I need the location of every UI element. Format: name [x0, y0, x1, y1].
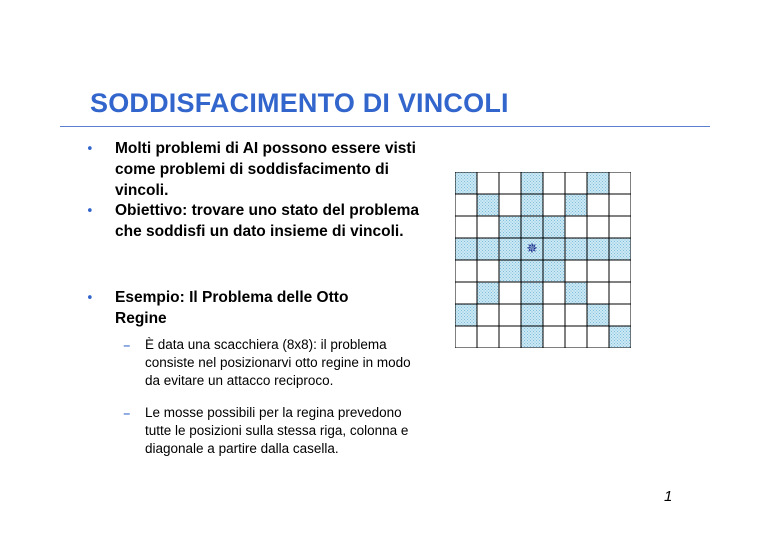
board-cell — [477, 216, 499, 238]
board-cell — [587, 194, 609, 216]
board-cell — [565, 216, 587, 238]
sub-bullet-2: Le mosse possibili per la regina prevedono tutte le posizioni sulla stessa riga, colonna e diagonale a partire dalla casella. — [145, 405, 409, 456]
board-cell-attacked — [543, 238, 565, 260]
board-cell-attacked — [521, 326, 543, 348]
board-cell-attacked — [477, 194, 499, 216]
board-cell — [543, 326, 565, 348]
board-cell-attacked — [565, 194, 587, 216]
board-cell — [565, 304, 587, 326]
board-cell-attacked — [521, 172, 543, 194]
board-cell — [455, 194, 477, 216]
board-cell-attacked — [521, 282, 543, 304]
bullet-1: Molti problemi di AI possono essere visti come problemi di soddisfacimento di vincoli. — [115, 140, 416, 199]
board-cell — [609, 282, 631, 304]
board-cell-attacked — [543, 260, 565, 282]
board-cell — [477, 304, 499, 326]
board-cell-attacked — [521, 304, 543, 326]
board-cell-attacked — [499, 238, 521, 260]
board-cell — [477, 260, 499, 282]
board-cell — [587, 260, 609, 282]
board-cell-attacked — [565, 238, 587, 260]
board-cell — [477, 172, 499, 194]
bullet-marker: • — [86, 142, 94, 157]
board-cell — [543, 282, 565, 304]
page-number: 1 — [664, 488, 673, 505]
sub-bullet-marker: – — [123, 336, 131, 354]
bullet-marker: • — [86, 291, 94, 306]
board-cell-attacked — [521, 216, 543, 238]
sub-bullet-1: È data una scacchiera (8x8): il problema consiste nel posizionarvi otto regine in modo da evitare un attacco reciproco. — [145, 337, 411, 388]
board-cell-attacked — [455, 304, 477, 326]
board-cell — [565, 172, 587, 194]
board-cell-attacked — [521, 194, 543, 216]
board-cell-attacked — [455, 172, 477, 194]
board-cell-attacked — [565, 282, 587, 304]
board-cell — [543, 194, 565, 216]
queen-icon: ✵ — [526, 241, 538, 257]
bullet-3: Esempio: Il Problema delle Otto Regine — [115, 289, 349, 327]
board-cell — [455, 282, 477, 304]
board-cell — [565, 260, 587, 282]
slide-title: SODDISFACIMENTO DI VINCOLI — [90, 88, 509, 118]
board-cell — [455, 216, 477, 238]
board-cell — [477, 326, 499, 348]
bullet-marker: • — [86, 204, 94, 219]
board-cell — [609, 260, 631, 282]
board-cell — [499, 326, 521, 348]
title-divider — [60, 126, 710, 127]
board-cell — [499, 172, 521, 194]
board-cell-attacked — [521, 260, 543, 282]
board-cell-attacked — [609, 238, 631, 260]
board-cell — [543, 172, 565, 194]
board-cell — [455, 326, 477, 348]
chessboard — [455, 172, 631, 348]
board-cell — [587, 326, 609, 348]
board-cell-attacked — [499, 216, 521, 238]
board-cell — [587, 216, 609, 238]
board-cell — [499, 282, 521, 304]
bullet-2: Obiettivo: trovare uno stato del problema che soddisfi un dato insieme di vincoli. — [115, 202, 420, 240]
sub-bullet-marker: – — [123, 404, 131, 422]
board-cell — [543, 304, 565, 326]
board-cell — [499, 304, 521, 326]
board-cell-attacked — [609, 326, 631, 348]
board-cell — [609, 194, 631, 216]
board-cell — [455, 260, 477, 282]
board-cell — [609, 304, 631, 326]
board-cell — [609, 216, 631, 238]
board-cell-attacked — [587, 172, 609, 194]
board-cell — [609, 172, 631, 194]
board-cell-attacked — [477, 282, 499, 304]
board-cell — [499, 194, 521, 216]
board-cell-attacked — [499, 260, 521, 282]
board-cell-attacked — [587, 304, 609, 326]
board-cell — [565, 326, 587, 348]
board-cell-attacked — [477, 238, 499, 260]
board-cell-attacked — [543, 216, 565, 238]
board-cell-attacked — [587, 238, 609, 260]
board-cell — [587, 282, 609, 304]
board-cell-attacked — [455, 238, 477, 260]
